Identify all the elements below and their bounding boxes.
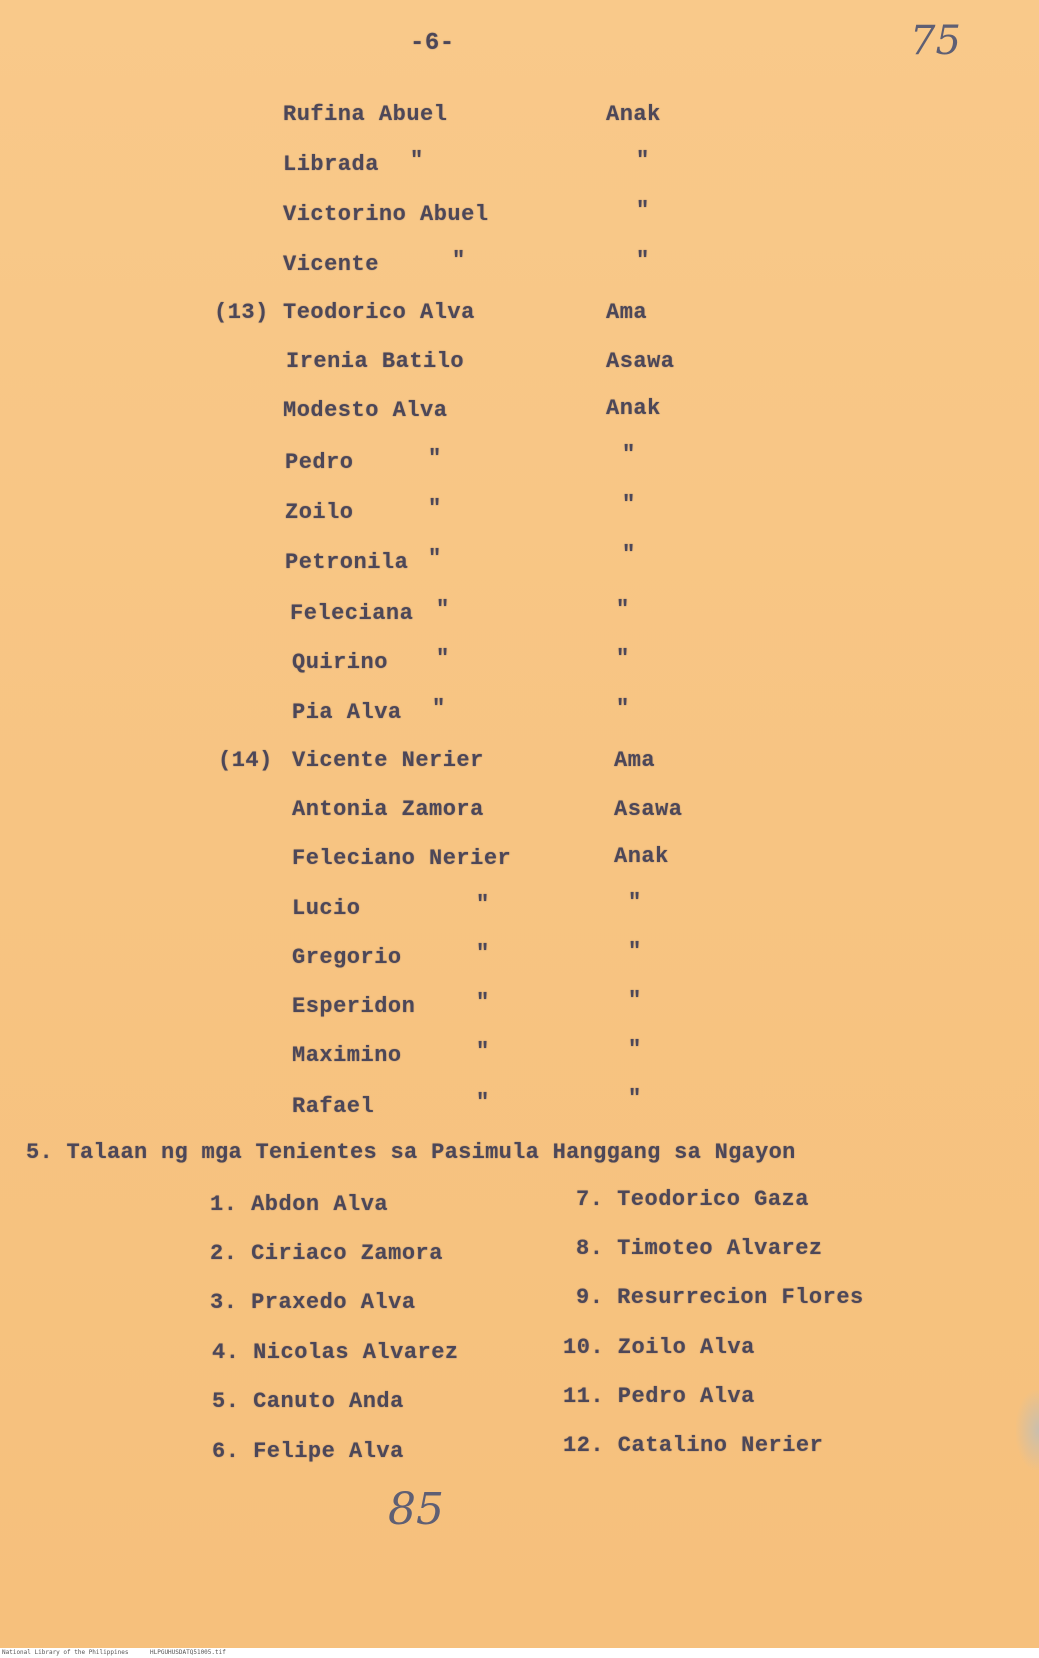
footer-library: National Library of the Philippines bbox=[2, 1649, 129, 1656]
entry-relation: Anak bbox=[606, 102, 661, 127]
entry-name: Pedro bbox=[285, 450, 354, 475]
entry-relation: " bbox=[616, 646, 630, 671]
entry-relation: Anak bbox=[614, 844, 669, 869]
entry-relation: " bbox=[636, 248, 650, 273]
section-heading: 5. Talaan ng mga Tenientes sa Pasimula Hanggang sa Ngayon bbox=[26, 1140, 796, 1165]
scan-footer bbox=[0, 1648, 1039, 1658]
entry-ditto: " bbox=[428, 446, 442, 471]
entry-name: Feleciano Nerier bbox=[292, 846, 512, 871]
handwritten-folio-top: 75 bbox=[910, 18, 961, 64]
page-edge-shadow bbox=[1016, 1390, 1039, 1470]
list-item: 4. Nicolas Alvarez bbox=[212, 1340, 459, 1365]
footer-filename: HLPGUHUSDATQ51005.tif bbox=[150, 1649, 226, 1656]
handwritten-folio-bottom: 85 bbox=[388, 1484, 444, 1535]
entry-name: Quirino bbox=[292, 650, 388, 675]
entry-name: Librada bbox=[283, 152, 379, 177]
entry-name: Petronila bbox=[285, 550, 409, 575]
page-number: -6- bbox=[410, 30, 455, 57]
entry-relation: " bbox=[628, 939, 642, 964]
list-item: 2. Ciriaco Zamora bbox=[210, 1241, 443, 1266]
entry-name: Maximino bbox=[292, 1043, 402, 1068]
entry-name: Zoilo bbox=[285, 500, 354, 525]
household-number: (13) bbox=[214, 300, 269, 325]
entry-name: Victorino Abuel bbox=[283, 202, 489, 227]
entry-relation: Anak bbox=[606, 396, 661, 421]
list-item: 11. Pedro Alva bbox=[563, 1384, 755, 1409]
entry-ditto: " bbox=[476, 941, 490, 966]
entry-ditto: " bbox=[452, 248, 466, 273]
entry-relation: Asawa bbox=[614, 797, 683, 822]
entry-ditto: " bbox=[476, 1090, 490, 1115]
entry-ditto: " bbox=[428, 496, 442, 521]
entry-name: Irenia Batilo bbox=[286, 349, 465, 374]
entry-relation: " bbox=[628, 1037, 642, 1062]
entry-relation: Ama bbox=[614, 748, 656, 773]
entry-relation: " bbox=[622, 442, 636, 467]
entry-ditto: " bbox=[476, 990, 490, 1015]
entry-relation: Ama bbox=[606, 300, 648, 325]
entry-ditto: " bbox=[436, 646, 450, 671]
entry-name: Modesto Alva bbox=[283, 398, 448, 423]
entry-relation: " bbox=[616, 597, 630, 622]
entry-name: Pia Alva bbox=[292, 700, 402, 725]
entry-relation: " bbox=[636, 148, 650, 173]
entry-relation: Asawa bbox=[606, 349, 675, 374]
entry-name: Feleciana bbox=[290, 601, 414, 626]
list-item: 5. Canuto Anda bbox=[212, 1389, 404, 1414]
list-item: 9. Resurrecion Flores bbox=[576, 1285, 864, 1310]
list-item: 1. Abdon Alva bbox=[210, 1192, 389, 1217]
entry-ditto: " bbox=[476, 892, 490, 917]
entry-name: Teodorico Alva bbox=[283, 300, 475, 325]
entry-name: Rafael bbox=[292, 1094, 375, 1119]
entry-relation: " bbox=[628, 890, 642, 915]
entry-name: Rufina Abuel bbox=[283, 102, 448, 127]
entry-name: Lucio bbox=[292, 896, 361, 921]
entry-relation: " bbox=[622, 542, 636, 567]
entry-relation: " bbox=[616, 696, 630, 721]
entry-relation: " bbox=[636, 198, 650, 223]
list-item: 10. Zoilo Alva bbox=[563, 1335, 755, 1360]
entry-relation: " bbox=[622, 492, 636, 517]
entry-name: Antonia Zamora bbox=[292, 797, 484, 822]
household-number: (14) bbox=[218, 748, 273, 773]
entry-name: Esperidon bbox=[292, 994, 416, 1019]
entry-ditto: " bbox=[410, 148, 424, 173]
entry-ditto: " bbox=[428, 546, 442, 571]
entry-ditto: " bbox=[436, 597, 450, 622]
entry-relation: " bbox=[628, 988, 642, 1013]
list-item: 8. Timoteo Alvarez bbox=[576, 1236, 823, 1261]
entry-ditto: " bbox=[432, 696, 446, 721]
entry-name: Vicente Nerier bbox=[292, 748, 484, 773]
entry-relation: " bbox=[628, 1086, 642, 1111]
list-item: 7. Teodorico Gaza bbox=[576, 1187, 809, 1212]
list-item: 3. Praxedo Alva bbox=[210, 1290, 416, 1315]
entry-ditto: " bbox=[476, 1039, 490, 1064]
entry-name: Vicente bbox=[283, 252, 379, 277]
list-item: 6. Felipe Alva bbox=[212, 1439, 404, 1464]
entry-name: Gregorio bbox=[292, 945, 402, 970]
list-item: 12. Catalino Nerier bbox=[563, 1433, 824, 1458]
